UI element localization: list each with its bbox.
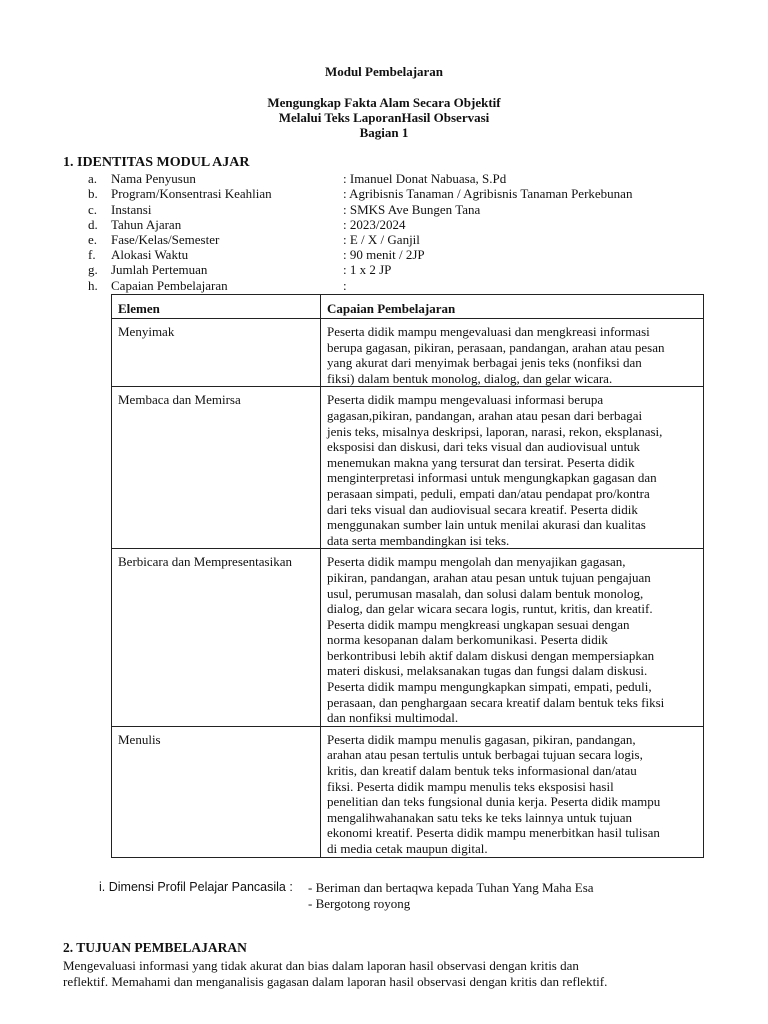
identity-label: Fase/Kelas/Semester (111, 232, 220, 247)
capaian-line: yang akurat dari menyimak berbagai jenis teks (nonfiksi dan (327, 355, 642, 371)
dimensi-item: - Bergotong royong (308, 896, 411, 911)
identity-letter: c. (88, 202, 98, 217)
identity-letter: g. (88, 262, 98, 277)
capaian-line: fiksi. Peserta didik mampu menulis teks eksposisi hasil (327, 778, 614, 794)
capaian-line: dari teks visual dan audiovisual secara kreatif. Peserta didik (327, 501, 638, 517)
section-2-heading: 2. TUJUAN PEMBELAJARAN (63, 940, 247, 955)
identity-label: Program/Konsentrasi Keahlian (111, 186, 272, 201)
identity-letter: f. (88, 247, 96, 262)
identity-label: Jumlah Pertemuan (111, 262, 208, 277)
capaian-line: Peserta didik mampu mengevaluasi dan mengkreasi informasi (327, 324, 650, 339)
capaian-line: dan nonfiksi multimodal. (327, 710, 459, 726)
elemen-cell: Membaca dan Memirsa (112, 387, 321, 549)
dimensi-item: - Beriman dan bertaqwa kepada Tuhan Yang Maha Esa (308, 880, 594, 895)
capaian-line: berupa gagasan, pikiran, perasaan, pandangan, arahan atau pesan (327, 339, 665, 355)
identity-value: : 90 menit / 2JP (343, 247, 425, 262)
identity-label: Tahun Ajaran (111, 217, 182, 232)
capaian-line: perasaan simpati, peduli, empati dan/atau pendapat pro/kontra (327, 485, 650, 501)
capaian-line: Peserta didik mampu menulis gagasan, pikiran, pandangan, (327, 731, 636, 747)
identity-label: Instansi (111, 202, 152, 217)
capaian-line: ekonomi kreatif. Peserta didik mampu menerbitkan hasil tulisan (327, 825, 660, 841)
capaian-line: Peserta didik mampu mengolah dan menyajikan gagasan, (327, 554, 626, 570)
module-part: Bagian 1 (359, 125, 409, 140)
identity-label: Alokasi Waktu (111, 247, 189, 262)
capaian-line: penelitian dan teks fungsional dunia kerja. Peserta didik mampu (327, 794, 661, 810)
identity-row (0, 278, 768, 293)
table-header-row (112, 295, 704, 319)
capaian-line: kritis, dan kreatif dalam bentuk teks informasional dan/atau (327, 763, 637, 779)
identity-row (0, 232, 768, 247)
capaian-line: data serta membandingkan isi teks. (327, 532, 510, 548)
identity-letter: h. (88, 278, 98, 293)
identity-value: : SMKS Ave Bungen Tana (343, 202, 481, 217)
tujuan-text-line: Mengevaluasi informasi yang tidak akurat dan bias dalam laporan hasil observasi dengan kritis dan (63, 958, 579, 973)
capaian-line: Peserta didik mampu mengkreasi ungkapan sesuai dengan (327, 616, 630, 632)
section-1-heading: 1. IDENTITAS MODUL AJAR (63, 155, 250, 170)
identity-letter: a. (88, 171, 98, 186)
capaian-cell (321, 319, 704, 387)
dimensi-label: i. Dimensi Profil Pelajar Pancasila : (99, 880, 293, 894)
identity-letter: b. (88, 186, 98, 201)
table-row (112, 319, 704, 387)
identity-value: : E / X / Ganjil (343, 232, 420, 247)
identity-row (0, 262, 768, 277)
capaian-line: usul, perumusan masalah, dan solusi dalam bentuk monolog, (327, 585, 644, 601)
capaian-line: perasaan, dan penghargaan secara kreatif dalam bentuk teks fiksi (327, 694, 665, 710)
module-subtitle-1: Mengungkap Fakta Alam Secara Objektif (267, 95, 501, 110)
identity-row (0, 247, 768, 262)
identity-row (0, 186, 768, 201)
capaian-line: Peserta didik mampu mengungkapkan simpati, empati, peduli, (327, 679, 652, 695)
identity-letter: d. (88, 217, 98, 232)
capaian-line: Peserta didik mampu mengevaluasi informasi berupa (327, 392, 604, 408)
elemen-cell: Menyimak (112, 319, 321, 387)
column-header-elemen: Elemen (112, 295, 321, 319)
capaian-line: norma kesopanan dalam berkomunikasi. Peserta didik (327, 632, 608, 648)
table-row (112, 726, 704, 857)
identity-label: Nama Penyusun (111, 171, 196, 186)
capaian-cell (321, 549, 704, 727)
capaian-cell (321, 726, 704, 857)
capaian-line: eksposisi dan diskusi, dari teks visual dan audiovisual untuk (327, 439, 641, 455)
capaian-cell (321, 387, 704, 549)
identity-value: : 2023/2024 (343, 217, 406, 232)
capaian-table (111, 294, 704, 858)
capaian-line: dialog, dan gelar wicara secara logis, runtut, kritis, dan kreatif. (327, 601, 653, 617)
capaian-line: gagasan,pikiran, pandangan, arahan atau pesan dari berbagai (327, 407, 643, 423)
identity-value: : (343, 278, 347, 293)
module-subtitle-2: Melalui Teks LaporanHasil Observasi (278, 110, 490, 125)
capaian-line: jenis teks, misalnya deskripsi, laporan, narasi, rekon, eksplanasi, (327, 423, 663, 439)
identity-row (0, 202, 768, 217)
capaian-line: di media cetak maupun digital. (327, 841, 488, 856)
capaian-line: pikiran, pandangan, arahan atau pesan untuk tujuan pengajuan (327, 569, 651, 585)
elemen-cell: Menulis (112, 726, 321, 857)
identity-row (0, 171, 768, 186)
elemen-cell: Berbicara dan Mempresentasikan (112, 549, 321, 727)
identity-label: Capaian Pembelajaran (111, 278, 228, 293)
table-row (112, 549, 704, 727)
capaian-line: materi diskusi, melaksanakan tugas dan fungsi dalam diskusi. (327, 663, 648, 679)
capaian-line: menggunakan sumber lain untuk menilai akurasi dan kualitas (327, 517, 646, 533)
identity-value: : 1 x 2 JP (343, 262, 392, 277)
identity-row (0, 217, 768, 232)
capaian-line: menginterpretasi informasi untuk mengungkapkan gagasan dan (327, 470, 657, 486)
document-title: Modul Pembelajaran (324, 64, 444, 79)
capaian-line: mengalihwahanakan satu teks ke teks lainnya untuk tujuan (327, 809, 633, 825)
identity-value: : Agribisnis Tanaman / Agribisnis Tanaman Perkebunan (343, 186, 633, 201)
table-row (112, 387, 704, 549)
capaian-line: fiksi) dalam bentuk monolog, dialog, dan gelar wicara. (327, 370, 613, 386)
capaian-line: berkontribusi lebih aktif dalam diskusi dengan mempersiapkan (327, 647, 655, 663)
column-header-capaian: Capaian Pembelajaran (321, 295, 704, 319)
identity-letter: e. (88, 232, 98, 247)
tujuan-text-line: reflektif. Memahami dan menganalisis gagasan dalam laporan hasil observasi dengan kritis dan reflektif. (63, 974, 608, 989)
identity-value: : Imanuel Donat Nabuasa, S.Pd (343, 171, 507, 186)
capaian-line: arahan atau pesan tertulis untuk berbagai tujuan secara logis, (327, 747, 643, 763)
capaian-line: menemukan makna yang tersurat dan tersirat. Peserta didik (327, 454, 635, 470)
